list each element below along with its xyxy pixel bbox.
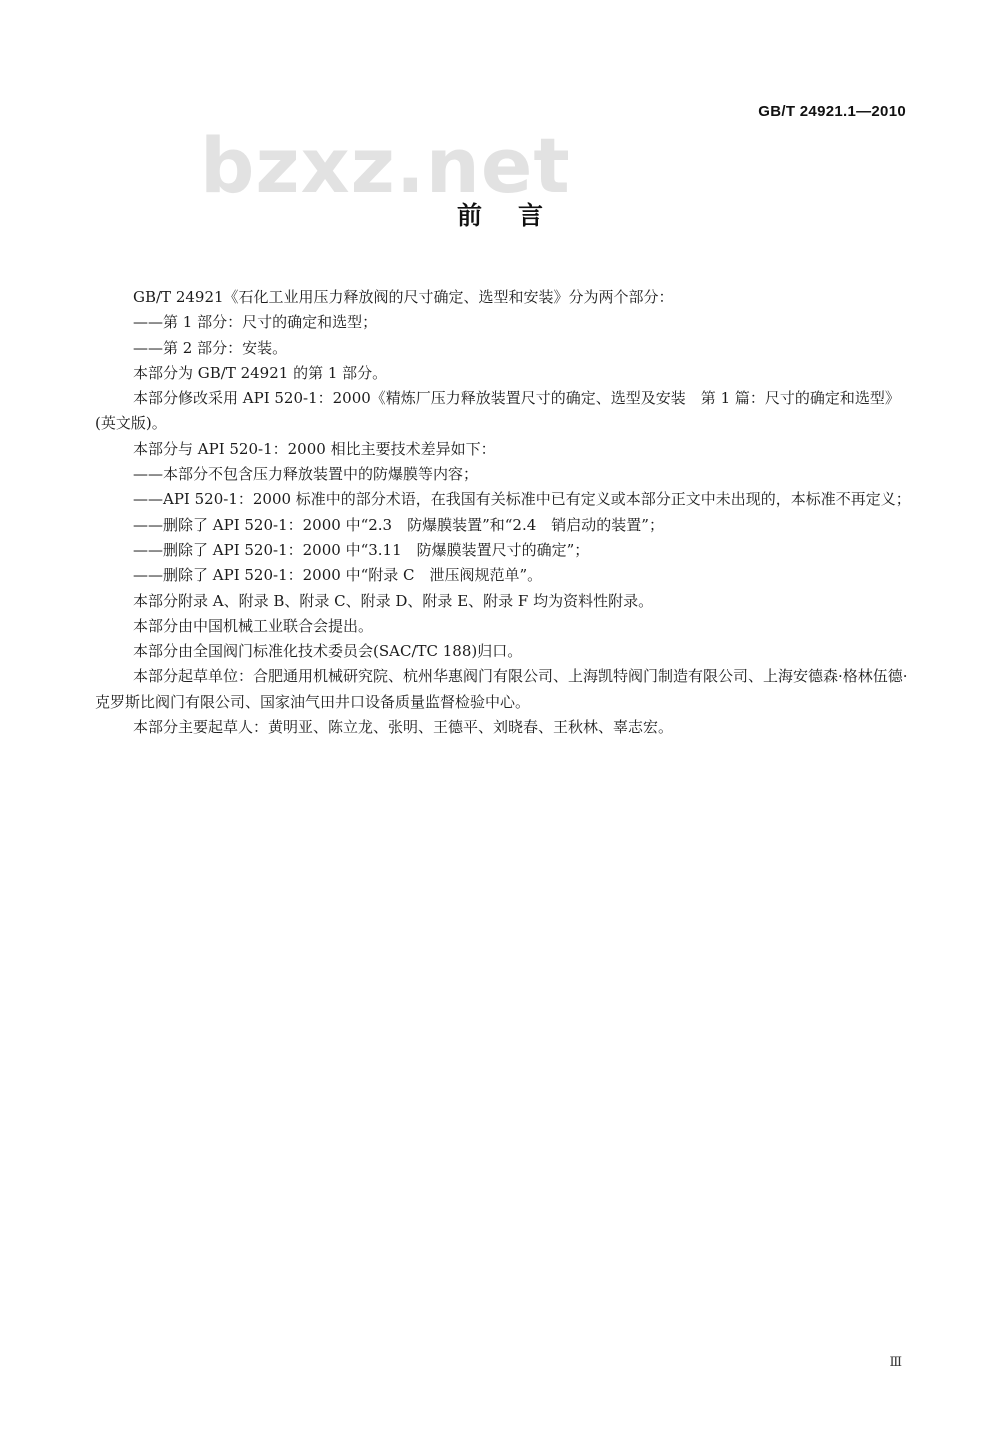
standard-code: GB/T 24921.1—2010: [758, 103, 906, 120]
list-item-difference-5: ——删除了 API 520-1：2000 中“附录 C 泄压阀规范单”。: [133, 566, 543, 585]
foreword-body: [95, 285, 915, 740]
list-item-difference-3: ——删除了 API 520-1：2000 中“2.3 防爆膜装置”和“2.4 销启动的装置”；: [133, 515, 664, 534]
paragraph-annexes: 本部分附录 A、附录 B、附录 C、附录 D、附录 E、附录 F 均为资料性附录。: [133, 591, 654, 610]
paragraph-differences-intro: 本部分与 API 520-1：2000 相比主要技术差异如下：: [133, 439, 496, 458]
paragraph-intro: GB/T 24921《石化工业用压力释放阀的尺寸确定、选型和安装》分为两个部分：: [133, 288, 674, 306]
list-item-difference-4: ——删除了 API 520-1：2000 中“3.11 防爆膜装置尺寸的确定”；: [133, 540, 590, 559]
paragraph-proposed-by: 本部分由中国机械工业联合会提出。: [133, 616, 374, 635]
paragraph-part-of: 本部分为 GB/T 24921 的第 1 部分。: [133, 363, 388, 382]
page-number: Ⅲ: [889, 1355, 902, 1370]
paragraph-centralized-by: 本部分由全国阀门标准化技术委员会(SAC/TC 188)归口。: [133, 642, 523, 661]
list-item-part2: ——第 2 部分：安装。: [133, 338, 288, 357]
page-title: 前言: [456, 201, 579, 230]
list-item-part1: ——第 1 部分：尺寸的确定和选型；: [133, 313, 378, 332]
list-item-difference-1: ——本部分不包含压力释放装置中的防爆膜等内容；: [133, 465, 479, 484]
list-item-difference-2: ——API 520-1：2000 标准中的部分术语，在我国有关标准中已有定义或本部分正文中未出现的，本标准不再定义；: [133, 490, 911, 509]
paragraph-drafting-units: 本部分起草单位：合肥通用机械研究院、杭州华惠阀门有限公司、上海凯特阀门制造有限公司、上海安德森·格林伍德·克罗斯比阀门有限公司、国家油气田井口设备质量监督检验中心。: [95, 667, 908, 711]
paragraph-drafters: 本部分主要起草人：黄明亚、陈立龙、张明、王德平、刘晓春、王秋林、辜志宏。: [133, 718, 674, 737]
watermark: bzxz.net: [200, 121, 571, 210]
paragraph-adoption: 本部分修改采用 API 520-1：2000《精炼厂压力释放装置尺寸的确定、选型及安装 第 1 篇：尺寸的确定和选型》(英文版)。: [95, 389, 900, 433]
